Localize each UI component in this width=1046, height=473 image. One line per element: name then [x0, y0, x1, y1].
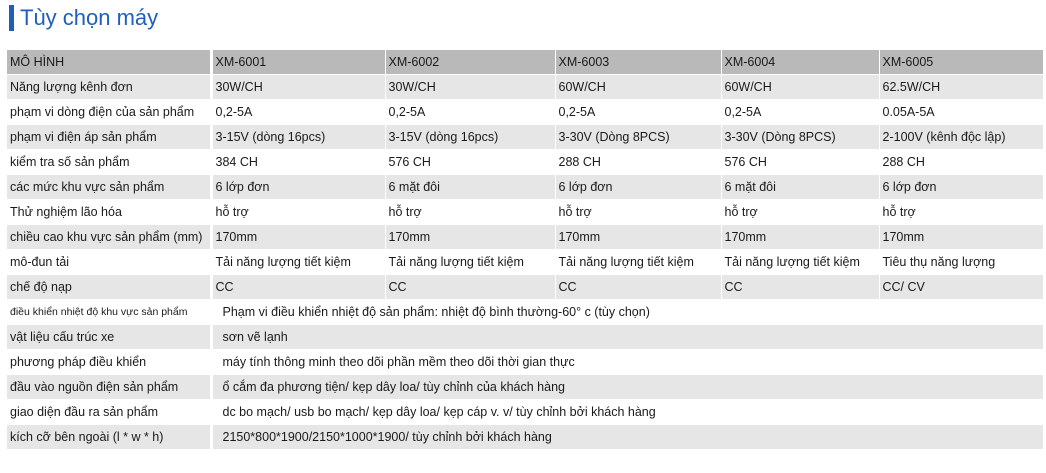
header-model-cell: XM-6005: [879, 50, 1043, 75]
table-cell: 170mm: [211, 225, 385, 250]
table-cell: CC/ CV: [879, 275, 1043, 300]
table-cell: hỗ trợ: [555, 200, 721, 225]
table-row: [7, 175, 1043, 200]
table-cell: 30W/CH: [385, 75, 555, 100]
table-row: [7, 125, 1043, 150]
table-cell: Tiêu thụ năng lượng: [879, 250, 1043, 275]
row-label: vật liệu cấu trúc xe: [7, 325, 211, 350]
table-cell: Tải năng lượng tiết kiệm: [385, 250, 555, 275]
row-label: Năng lượng kênh đơn: [7, 75, 211, 100]
table-body: [7, 50, 1043, 450]
row-label: kiểm tra số sản phẩm: [7, 150, 211, 175]
table-cell: 6 mặt đôi: [385, 175, 555, 200]
table-cell: CC: [385, 275, 555, 300]
row-label: chiều cao khu vực sản phẩm (mm): [7, 225, 211, 250]
table-cell: 576 CH: [385, 150, 555, 175]
row-label: phạm vi điện áp sản phẩm: [7, 125, 211, 150]
table-cell: 3-30V (Dòng 8PCS): [555, 125, 721, 150]
header-label-cell: MÔ HÌNH: [7, 50, 211, 75]
row-label: giao diện đầu ra sản phẩm: [7, 400, 211, 425]
row-label: các mức khu vực sản phẩm: [7, 175, 211, 200]
table-row-merged: [7, 325, 1043, 350]
merged-value-cell: sơn vẽ lạnh: [211, 325, 1043, 350]
table-cell: 60W/CH: [555, 75, 721, 100]
table-row-merged: [7, 300, 1043, 325]
header-model-cell: XM-6001: [211, 50, 385, 75]
row-label: phương pháp điều khiển: [7, 350, 211, 375]
row-label: kích cỡ bên ngoài (l * w * h): [7, 425, 211, 450]
table-cell: Tải năng lượng tiết kiệm: [555, 250, 721, 275]
row-label: chế độ nạp: [7, 275, 211, 300]
header-model-cell: XM-6003: [555, 50, 721, 75]
table-cell: 288 CH: [555, 150, 721, 175]
table-cell: 6 mặt đôi: [721, 175, 879, 200]
table-cell: CC: [211, 275, 385, 300]
row-label: mô-đun tải: [7, 250, 211, 275]
table-row: [7, 150, 1043, 175]
page-title-bar: [9, 4, 158, 32]
table-cell: 288 CH: [879, 150, 1043, 175]
machine-options-table: [7, 50, 1044, 450]
table-cell: 0,2-5A: [721, 100, 879, 125]
table-cell: Tải năng lượng tiết kiệm: [211, 250, 385, 275]
table-cell: hỗ trợ: [385, 200, 555, 225]
merged-value-cell: máy tính thông minh theo dõi phần mềm theo dõi thời gian thực: [211, 350, 1043, 375]
table-cell: 576 CH: [721, 150, 879, 175]
table-cell: hỗ trợ: [211, 200, 385, 225]
table-row: [7, 100, 1043, 125]
table-cell: 170mm: [879, 225, 1043, 250]
table-row: [7, 250, 1043, 275]
table-cell: 170mm: [555, 225, 721, 250]
table-cell: 0,2-5A: [555, 100, 721, 125]
table-cell: 6 lớp đơn: [555, 175, 721, 200]
table-cell: 6 lớp đơn: [879, 175, 1043, 200]
table-cell: 170mm: [721, 225, 879, 250]
row-label: điều khiển nhiệt độ khu vực sản phẩm: [7, 300, 211, 325]
table-cell: 30W/CH: [211, 75, 385, 100]
table-row: [7, 75, 1043, 100]
merged-value-cell: ổ cắm đa phương tiện/ kẹp dây loa/ tùy chỉnh của khách hàng: [211, 375, 1043, 400]
table-cell: 62.5W/CH: [879, 75, 1043, 100]
merged-value-cell: Phạm vi điều khiển nhiệt độ sản phẩm: nhiệt độ bình thường-60° c (tùy chọn): [211, 300, 1043, 325]
table-cell: 0,2-5A: [385, 100, 555, 125]
table-cell: 2-100V (kênh độc lập): [879, 125, 1043, 150]
header-model-cell: XM-6004: [721, 50, 879, 75]
table-cell: 384 CH: [211, 150, 385, 175]
table-row: [7, 275, 1043, 300]
table-cell: hỗ trợ: [879, 200, 1043, 225]
table-cell: 3-15V (dòng 16pcs): [211, 125, 385, 150]
table-cell: CC: [721, 275, 879, 300]
table-cell: 60W/CH: [721, 75, 879, 100]
row-label: phạm vi dòng điện của sản phẩm: [7, 100, 211, 125]
table-cell: 170mm: [385, 225, 555, 250]
table-cell: CC: [555, 275, 721, 300]
header-model-cell: XM-6002: [385, 50, 555, 75]
table-cell: hỗ trợ: [721, 200, 879, 225]
table-row-merged: [7, 350, 1043, 375]
table-cell: 6 lớp đơn: [211, 175, 385, 200]
title-accent-bar: [9, 5, 14, 31]
table-row-merged: [7, 425, 1043, 450]
table-cell: Tải năng lượng tiết kiệm: [721, 250, 879, 275]
row-label: Thử nghiệm lão hóa: [7, 200, 211, 225]
table-row-merged: [7, 400, 1043, 425]
merged-value-cell: 2150*800*1900/2150*1000*1900/ tùy chỉnh bởi khách hàng: [211, 425, 1043, 450]
merged-value-cell: dc bo mạch/ usb bo mạch/ kẹp dây loa/ kẹp cáp v. v/ tùy chỉnh bởi khách hàng: [211, 400, 1043, 425]
table-row: [7, 225, 1043, 250]
table-cell: 0.05A-5A: [879, 100, 1043, 125]
table-cell: 3-15V (dòng 16pcs): [385, 125, 555, 150]
page-title: Tùy chọn máy: [20, 5, 159, 30]
row-label: đầu vào nguồn điện sản phẩm: [7, 375, 211, 400]
table-cell: 0,2-5A: [211, 100, 385, 125]
table-row: [7, 200, 1043, 225]
table-cell: 3-30V (Dòng 8PCS): [721, 125, 879, 150]
table-row-merged: [7, 375, 1043, 400]
table-header-row: [7, 50, 1043, 75]
